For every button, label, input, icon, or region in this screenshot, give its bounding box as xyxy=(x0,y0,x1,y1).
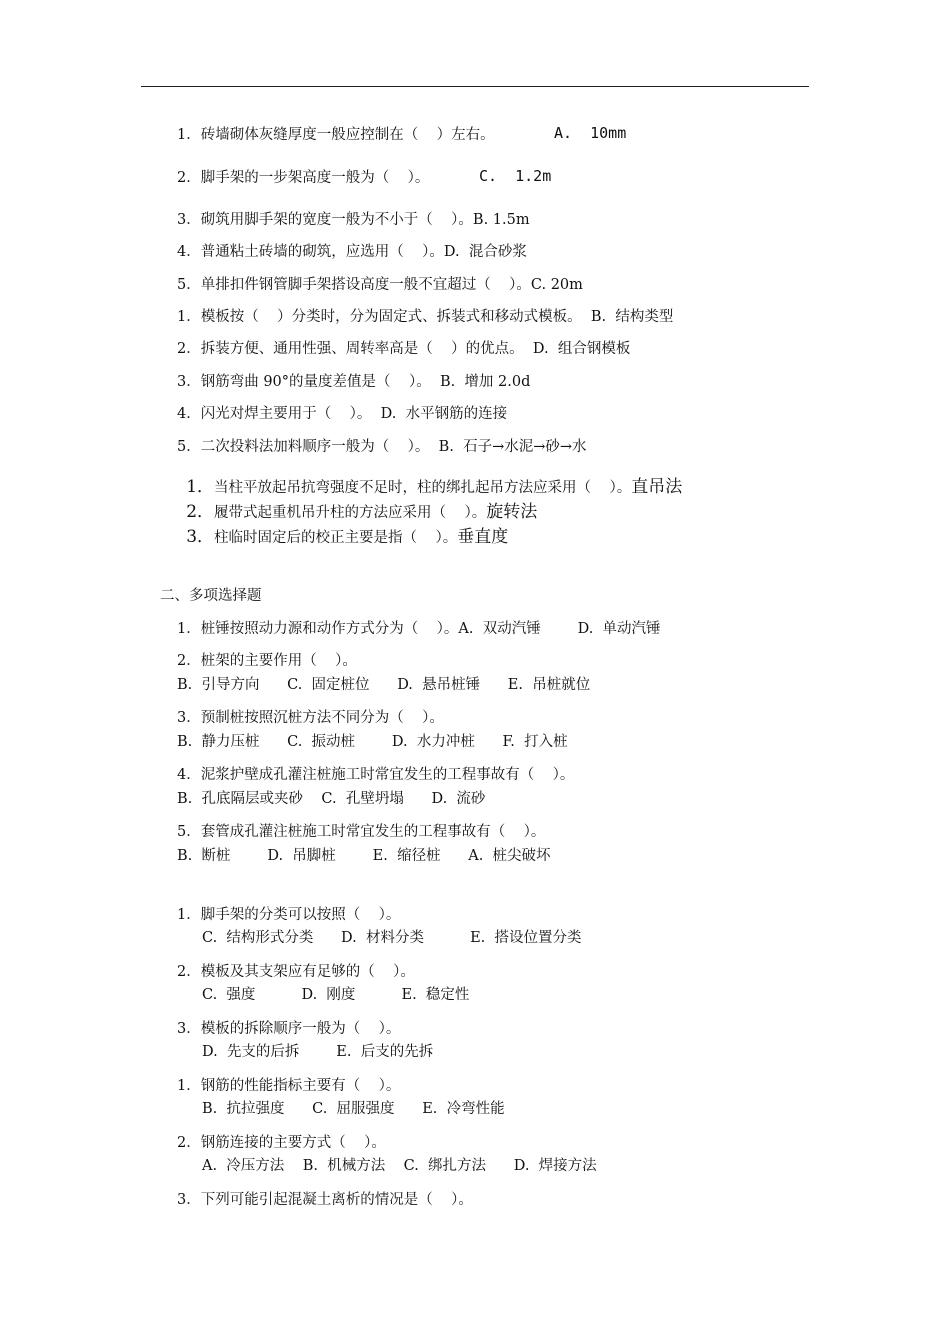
question-text: 5．二次投料法加料顺序一般为（ ）。 B. 石子→水泥→砂→水 xyxy=(177,439,587,455)
answer-text: B. 静力压桩 C. 振动桩 D. 水力冲桩 F. 打入桩 xyxy=(177,734,568,750)
answer-text: B. 孔底隔层或夹砂 C. 孔壁坍塌 D. 流砂 xyxy=(177,791,486,807)
question-number: 2． xyxy=(186,502,215,522)
question-text: 4．闪光对焊主要用于（ ）。 D. 水平钢筋的连接 xyxy=(177,406,508,422)
question-text: 3．模板的拆除顺序一般为（ ）。 xyxy=(177,1021,401,1037)
question-text: 1．砖墙砌体灰缝厚度一般应控制在（ ）左右。 xyxy=(177,127,495,143)
question-text: 4．泥浆护壁成孔灌注桩施工时常宜发生的工程事故有（ ）。 xyxy=(177,767,575,783)
question-text: 2．模板及其支架应有足够的（ ）。 xyxy=(177,964,415,980)
header-rule xyxy=(141,86,809,87)
lifting-question xyxy=(177,510,508,547)
question-text: 3．预制桩按照沉桩方法不同分为（ ）。 xyxy=(177,710,444,726)
section-title: 二、多项选择题 xyxy=(160,588,262,604)
question-text: 2．脚手架的一步架高度一般为（ ）。 xyxy=(177,170,430,186)
answer-text: 旋转法 xyxy=(486,502,538,522)
question-text: 3．砌筑用脚手架的宽度一般为不小于（ ）。B. 1.5m xyxy=(177,212,530,228)
question-text: 5．单排扣件钢管脚手架搭设高度一般不宜超过（ ）。C. 20m xyxy=(177,277,583,293)
question-text: 2．拆装方便、通用性强、周转率高是（ ）的优点。 D. 组合钢模板 xyxy=(177,341,631,357)
question-number: 3． xyxy=(186,527,215,547)
answer-text: B. 断桩 D. 吊脚桩 E. 缩径桩 A. 桩尖破坏 xyxy=(177,848,551,864)
question-text: 当柱平放起吊抗弯强度不足时，柱的绑扎起吊方法应采用（ ）。 xyxy=(214,480,632,496)
question-text: 3．下列可能引起混凝土离析的情况是（ ）。 xyxy=(177,1192,473,1208)
answer-text: B. 引导方向 C. 固定桩位 D. 悬吊桩锤 E. 吊桩就位 xyxy=(177,677,591,693)
answer-text: 垂直度 xyxy=(457,527,509,547)
answer-text: A. 冷压方法 B. 机械方法 C. 绑扎方法 D. 焊接方法 xyxy=(202,1158,597,1174)
question-number: 1． xyxy=(186,477,215,497)
answer-text: B. 抗拉强度 C. 屈服强度 E. 冷弯性能 xyxy=(202,1101,505,1117)
question-text: 2．钢筋连接的主要方式（ ）。 xyxy=(177,1135,386,1151)
answer-text: 直吊法 xyxy=(631,477,683,497)
answer-text: C. 1.2m xyxy=(479,167,552,185)
question-text: 履带式起重机吊升柱的方法应采用（ ）。 xyxy=(214,505,487,521)
answer-text: C. 强度 D. 刚度 E. 稳定性 xyxy=(202,987,470,1003)
answer-text: D. 先支的后拆 E. 后支的先拆 xyxy=(202,1044,434,1060)
answer-text: C. 结构形式分类 D. 材料分类 E. 搭设位置分类 xyxy=(202,930,582,946)
question-text: 1．模板按（ ）分类时，分为固定式、拆装式和移动式模板。 B. 结构类型 xyxy=(177,309,674,325)
question-text: 2．桩架的主要作用（ ）。 xyxy=(177,653,357,669)
question-text: 1．钢筋的性能指标主要有（ ）。 xyxy=(177,1078,401,1094)
question-text: 1．桩锤按照动力源和动作方式分为（ ）。A. 双动汽锤 D. 单动汽锤 xyxy=(177,621,661,637)
answer-text: A. 10mm xyxy=(554,124,627,142)
question-text: 3．钢筋弯曲 90°的量度差值是（ ）。 B. 增加 2.0d xyxy=(177,374,531,390)
question-text: 1．脚手架的分类可以按照（ ）。 xyxy=(177,907,401,923)
question-text: 4．普通粘土砖墙的砌筑，应选用（ ）。D. 混合砂浆 xyxy=(177,244,527,260)
question-text: 5．套管成孔灌注桩施工时常宜发生的工程事故有（ ）。 xyxy=(177,824,546,840)
question-text: 柱临时固定后的校正主要是指（ ）。 xyxy=(214,530,458,546)
